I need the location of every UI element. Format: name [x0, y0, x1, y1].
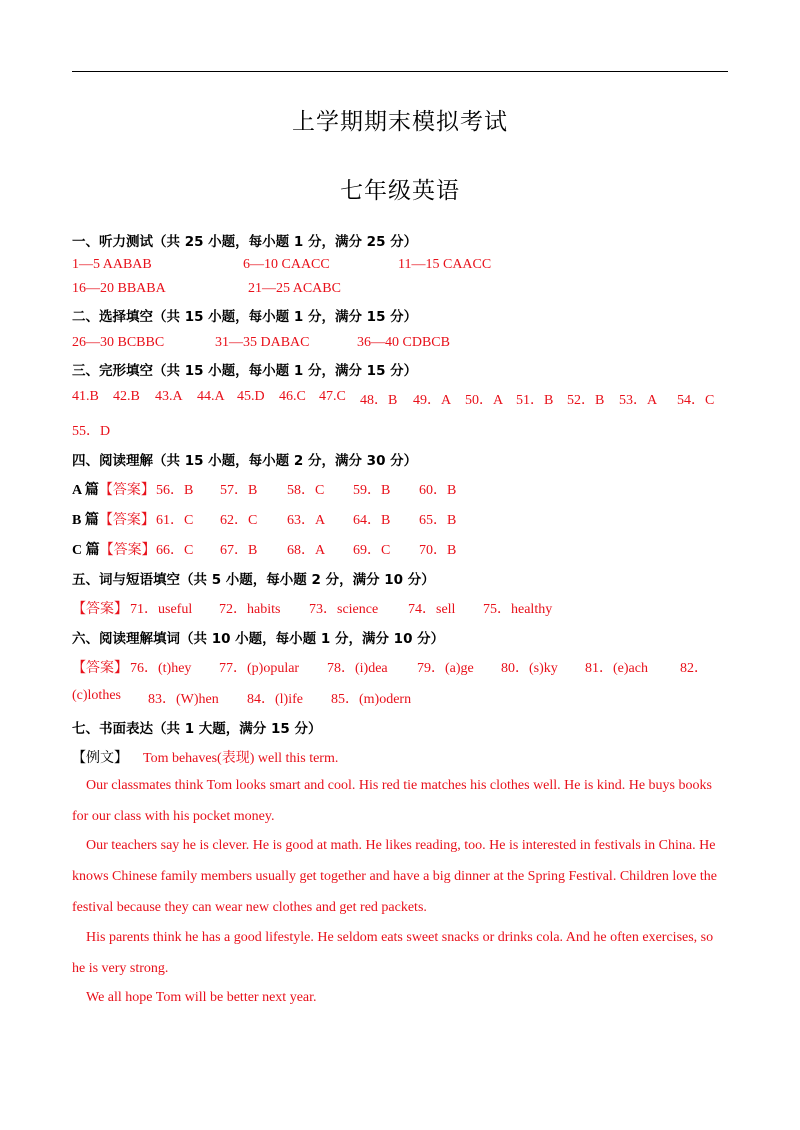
answer-tag: 【答案】 — [99, 543, 156, 558]
answer-item: 84．(l)ife — [247, 692, 303, 707]
answer-tag: 【答案】 — [98, 483, 155, 498]
answer-item: 56．B — [156, 483, 194, 498]
answer-item: 81．(e)ach — [585, 661, 648, 676]
header-rule — [72, 71, 728, 72]
answer-item: 61．C — [156, 513, 194, 528]
answer-item: 83．(W)hen — [148, 692, 219, 707]
answer-item: 43.A — [155, 389, 183, 404]
answer-item: 70．B — [419, 543, 457, 558]
answer-group: 1—5 AABAB — [72, 257, 152, 272]
section-heading-writing: 七、书面表达（共 1 大题，满分 15 分） — [72, 721, 322, 737]
answer-group: 31—35 DABAC — [215, 335, 310, 350]
answer-item: 64．B — [353, 513, 391, 528]
answer-tag: 【答案】 — [98, 513, 155, 528]
answer-item: 52．B — [567, 393, 605, 408]
essay-paragraph: His parents think he has a good lifestyle. He seldom eats sweet snacks or drinks cola. And he often exercises, so he is very strong. — [72, 930, 714, 976]
answer-item: 50．A — [465, 393, 504, 408]
answer-item: 66．C — [156, 543, 194, 558]
answer-item: 51．B — [516, 393, 554, 408]
answer-item: 58．C — [287, 483, 325, 498]
answer-group: 16—20 BBABA — [72, 281, 166, 296]
answer-group: 26—30 BCBBC — [72, 335, 165, 350]
example-tag: 【例文】 — [72, 751, 128, 766]
passage-label: A 篇 — [72, 483, 99, 498]
answer-item: 42.B — [113, 389, 140, 404]
answer-item: 68．A — [287, 543, 326, 558]
section-heading-choice: 二、选择填空（共 15 小题，每小题 1 分，满分 15 分） — [72, 309, 418, 325]
section-heading-reading-fill: 六、阅读理解填词（共 10 小题，每小题 1 分，满分 10 分） — [72, 631, 445, 647]
answer-tag: 【答案】 — [72, 602, 128, 617]
answer-item: 72．habits — [219, 602, 281, 617]
answer-item: 76．(t)hey — [130, 661, 192, 676]
answer-item: 73．science — [309, 602, 379, 617]
answer-group: 21—25 ACABC — [248, 281, 341, 296]
answer-item: 82． — [680, 661, 708, 676]
essay-paragraph: Our teachers say he is clever. He is good at math. He likes reading, too. He is interested in festivals in China. He knows Chinese family members usually get together and have a big dinner at the Spring Festival. Children love the festival because they can wear new clothes and get red packets. — [72, 838, 718, 915]
essay-paragraph: Our classmates think Tom looks smart and cool. His red tie matches his clothes well. He is kind. He buys books for our class with his pocket money. — [72, 778, 712, 824]
passage-row-c — [72, 539, 156, 559]
answer-item: 60．B — [419, 483, 457, 498]
answer-item: 67．B — [220, 543, 258, 558]
answer-item: 45.D — [237, 389, 265, 404]
answer-item: 79．(a)ge — [417, 661, 474, 676]
answer-item: 63．A — [287, 513, 326, 528]
essay-paragraph: We all hope Tom will be better next year. — [86, 990, 317, 1005]
answer-item: 57．B — [220, 483, 258, 498]
answer-item: (c)lothes — [72, 688, 121, 703]
answer-group: 6—10 CAACC — [243, 257, 330, 272]
section-heading-reading: 四、阅读理解（共 15 小题，每小题 2 分，满分 30 分） — [72, 453, 418, 469]
section-heading-word-fill: 五、词与短语填空（共 5 小题，每小题 2 分，满分 10 分） — [72, 572, 435, 588]
answer-item: 65．B — [419, 513, 457, 528]
answer-group: 11—15 CAACC — [398, 257, 492, 272]
answer-item: 47.C — [319, 389, 346, 404]
essay-title: Tom behaves(表现) well this term. — [143, 751, 339, 766]
answer-item: 74．sell — [408, 602, 456, 617]
section-heading-cloze: 三、完形填空（共 15 小题，每小题 1 分，满分 15 分） — [72, 363, 418, 379]
passage-label: C 篇 — [72, 543, 100, 558]
answer-item: 48．B — [360, 393, 398, 408]
answer-item: 46.C — [279, 389, 306, 404]
answer-item: 53．A — [619, 393, 658, 408]
answer-item: 71．useful — [130, 602, 193, 617]
answer-item: 69．C — [353, 543, 391, 558]
section-heading-listening: 一、听力测试（共 25 小题，每小题 1 分，满分 25 分） — [72, 234, 418, 250]
answer-tag: 【答案】 — [72, 661, 128, 676]
passage-label: B 篇 — [72, 513, 99, 528]
answer-item: 44.A — [197, 389, 225, 404]
answer-item: 49．A — [413, 393, 452, 408]
passage-row-b — [72, 509, 155, 529]
answer-item: 75．healthy — [483, 602, 553, 617]
exam-title: 上学期期末模拟考试 — [292, 109, 508, 135]
answer-item: 85．(m)odern — [331, 692, 412, 707]
answer-item: 80．(s)ky — [501, 661, 558, 676]
answer-group: 36—40 CDBCB — [357, 335, 450, 350]
answer-item: 62．C — [220, 513, 258, 528]
answer-item: 77．(p)opular — [219, 661, 300, 676]
exam-subtitle: 七年级英语 — [340, 178, 460, 204]
answer-item: 54．C — [677, 393, 715, 408]
passage-row-a — [72, 479, 155, 499]
answer-item: 55．D — [72, 424, 111, 439]
answer-item: 78．(i)dea — [327, 661, 388, 676]
answer-item: 59．B — [353, 483, 391, 498]
answer-item: 41.B — [72, 389, 99, 404]
